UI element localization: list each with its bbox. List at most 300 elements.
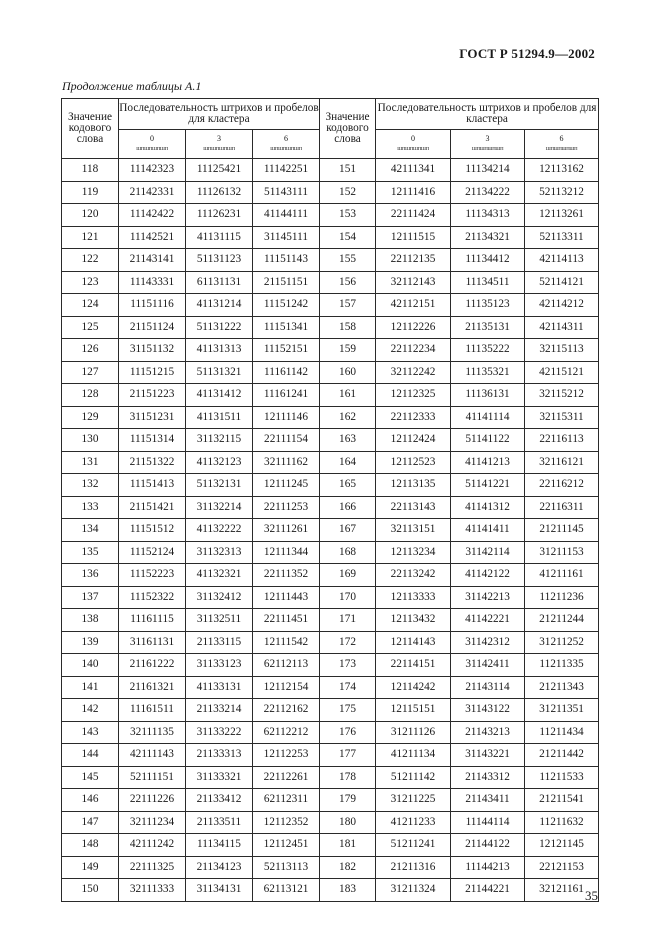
sequence-cell: 41131511 (186, 406, 253, 429)
sequence-cell: 21133313 (186, 744, 253, 767)
codeword-table (61, 98, 599, 902)
table-row (62, 699, 599, 722)
sequence-cell: 11152322 (119, 586, 186, 609)
codeword-value-cell: 138 (62, 609, 119, 632)
sequence-cell: 11151314 (119, 429, 186, 452)
sequence-cell: 21151322 (119, 451, 186, 474)
codeword-value-cell: 130 (62, 429, 119, 452)
codeword-value-cell: 174 (320, 676, 376, 699)
bar-space-pattern: шпшпшпшп (397, 145, 429, 153)
table-row (62, 879, 599, 902)
sequence-cell: 12112325 (376, 384, 451, 407)
sequence-cell: 51143111 (253, 181, 320, 204)
table-row (62, 474, 599, 497)
sequence-cell: 32112242 (376, 361, 451, 384)
sequence-cell: 21161222 (119, 654, 186, 677)
codeword-value-cell: 134 (62, 519, 119, 542)
codeword-value-cell: 164 (320, 451, 376, 474)
sequence-column-header: Последовательность штрихов и пробелов для кластера (119, 99, 320, 130)
table-row (62, 249, 599, 272)
sequence-cell: 22111325 (119, 856, 186, 879)
codeword-value-cell: 170 (320, 586, 376, 609)
sequence-cell: 31133222 (186, 721, 253, 744)
cluster-header (119, 130, 186, 159)
sequence-cell: 41141213 (451, 451, 525, 474)
sequence-cell: 41211161 (525, 564, 599, 587)
codeword-value-cell: 125 (62, 316, 119, 339)
sequence-cell: 41131214 (186, 294, 253, 317)
codeword-value-cell: 181 (320, 834, 376, 857)
cluster-number: 3 (217, 134, 221, 144)
sequence-cell: 31145111 (253, 226, 320, 249)
table-row (62, 294, 599, 317)
sequence-cell: 31211126 (376, 721, 451, 744)
sequence-cell: 21143411 (451, 789, 525, 812)
sequence-cell: 22116311 (525, 496, 599, 519)
table-header (62, 99, 599, 159)
sequence-cell: 11152124 (119, 541, 186, 564)
codeword-value-cell: 146 (62, 789, 119, 812)
sequence-cell: 31143122 (451, 699, 525, 722)
sequence-cell: 51132131 (186, 474, 253, 497)
codeword-value-cell: 132 (62, 474, 119, 497)
codeword-value-cell: 183 (320, 879, 376, 902)
codeword-value-cell: 149 (62, 856, 119, 879)
sequence-cell: 32111234 (119, 811, 186, 834)
codeword-value-cell: 155 (320, 249, 376, 272)
sequence-cell: 21143312 (451, 766, 525, 789)
codeword-value-cell: 144 (62, 744, 119, 767)
sequence-cell: 31132214 (186, 496, 253, 519)
sequence-cell: 11142422 (119, 204, 186, 227)
sequence-cell: 12113432 (376, 609, 451, 632)
sequence-cell: 42114212 (525, 294, 599, 317)
sequence-cell: 22116212 (525, 474, 599, 497)
cluster-header (451, 130, 525, 159)
sequence-cell: 21133115 (186, 631, 253, 654)
codeword-value-cell: 151 (320, 159, 376, 182)
cluster-number: 3 (485, 134, 490, 144)
cluster-header (525, 130, 599, 159)
codeword-value-cell: 150 (62, 879, 119, 902)
sequence-cell: 42111341 (376, 159, 451, 182)
sequence-cell: 11136131 (451, 384, 525, 407)
sequence-cell: 11142521 (119, 226, 186, 249)
codeword-value-cell: 133 (62, 496, 119, 519)
codeword-value-cell: 142 (62, 699, 119, 722)
sequence-cell: 31132115 (186, 429, 253, 452)
table-row (62, 721, 599, 744)
table-row (62, 159, 599, 182)
sequence-cell: 11211434 (525, 721, 599, 744)
sequence-cell: 11211335 (525, 654, 599, 677)
sequence-cell: 11135123 (451, 294, 525, 317)
codeword-value-cell: 141 (62, 676, 119, 699)
table-row (62, 429, 599, 452)
sequence-cell: 31211153 (525, 541, 599, 564)
table-body (62, 159, 599, 902)
table-row (62, 204, 599, 227)
sequence-cell: 12114143 (376, 631, 451, 654)
sequence-cell: 31211351 (525, 699, 599, 722)
sequence-cell: 22116113 (525, 429, 599, 452)
sequence-cell: 52111151 (119, 766, 186, 789)
sequence-cell: 11151242 (253, 294, 320, 317)
table-row (62, 361, 599, 384)
codeword-value-cell: 172 (320, 631, 376, 654)
sequence-cell: 11126231 (186, 204, 253, 227)
sequence-cell: 11142251 (253, 159, 320, 182)
codeword-value-cell: 143 (62, 721, 119, 744)
sequence-cell: 21143141 (119, 249, 186, 272)
codeword-value-cell: 168 (320, 541, 376, 564)
sequence-cell: 32111261 (253, 519, 320, 542)
sequence-cell: 62112311 (253, 789, 320, 812)
codeword-value-cell: 158 (320, 316, 376, 339)
sequence-cell: 11151143 (253, 249, 320, 272)
sequence-cell: 21151151 (253, 271, 320, 294)
sequence-cell: 21142331 (119, 181, 186, 204)
sequence-cell: 41211134 (376, 744, 451, 767)
codeword-value-cell: 177 (320, 744, 376, 767)
sequence-cell: 21211316 (376, 856, 451, 879)
sequence-cell: 22112234 (376, 339, 451, 362)
sequence-cell: 41144111 (253, 204, 320, 227)
codeword-value-cell: 167 (320, 519, 376, 542)
sequence-cell: 11151413 (119, 474, 186, 497)
sequence-cell: 11152223 (119, 564, 186, 587)
sequence-cell: 11125421 (186, 159, 253, 182)
sequence-cell: 31134131 (186, 879, 253, 902)
sequence-cell: 22112261 (253, 766, 320, 789)
sequence-cell: 22121153 (525, 856, 599, 879)
sequence-cell: 11161142 (253, 361, 320, 384)
sequence-cell: 11211632 (525, 811, 599, 834)
codeword-value-cell: 171 (320, 609, 376, 632)
sequence-cell: 31142114 (451, 541, 525, 564)
cluster-number: 6 (559, 134, 564, 144)
sequence-cell: 31151132 (119, 339, 186, 362)
sequence-cell: 11134412 (451, 249, 525, 272)
codeword-value-cell: 163 (320, 429, 376, 452)
sequence-cell: 12112424 (376, 429, 451, 452)
codeword-value-cell: 135 (62, 541, 119, 564)
document-code: ГОСТ Р 51294.9—2002 (459, 46, 595, 61)
sequence-cell: 51141122 (451, 429, 525, 452)
codeword-value-cell: 153 (320, 204, 376, 227)
cluster-header (253, 130, 320, 159)
codeword-value-cell: 126 (62, 339, 119, 362)
sequence-cell: 31142213 (451, 586, 525, 609)
table-row (62, 316, 599, 339)
sequence-cell: 41132321 (186, 564, 253, 587)
sequence-cell: 12113261 (525, 204, 599, 227)
sequence-cell: 31161131 (119, 631, 186, 654)
sequence-cell: 12112523 (376, 451, 451, 474)
codeword-value-cell: 180 (320, 811, 376, 834)
sequence-cell: 12111416 (376, 181, 451, 204)
table-row (62, 384, 599, 407)
codeword-value-cell: 148 (62, 834, 119, 857)
value-column-header: Значение кодового слова (320, 99, 376, 159)
sequence-cell: 31211252 (525, 631, 599, 654)
sequence-cell: 12111245 (253, 474, 320, 497)
table-row (62, 496, 599, 519)
sequence-cell: 41131412 (186, 384, 253, 407)
sequence-cell: 32115113 (525, 339, 599, 362)
table-row (62, 766, 599, 789)
sequence-cell: 31133321 (186, 766, 253, 789)
page-number: 35 (585, 888, 598, 903)
sequence-cell: 62113121 (253, 879, 320, 902)
sequence-cell: 11161241 (253, 384, 320, 407)
bar-space-pattern: шпшпшпшп (471, 145, 504, 153)
sequence-cell: 11134214 (451, 159, 525, 182)
sequence-cell: 51131321 (186, 361, 253, 384)
codeword-value-cell: 157 (320, 294, 376, 317)
sequence-cell: 41132222 (186, 519, 253, 542)
sequence-cell: 21211343 (525, 676, 599, 699)
cluster-number: 0 (411, 134, 416, 144)
codeword-value-cell: 140 (62, 654, 119, 677)
sequence-cell: 32111135 (119, 721, 186, 744)
sequence-cell: 21144122 (451, 834, 525, 857)
sequence-cell: 11152151 (253, 339, 320, 362)
sequence-cell: 22111451 (253, 609, 320, 632)
sequence-cell: 12115151 (376, 699, 451, 722)
cluster-number: 6 (284, 134, 289, 144)
sequence-cell: 41132123 (186, 451, 253, 474)
sequence-cell: 42111143 (119, 744, 186, 767)
sequence-cell: 32115212 (525, 384, 599, 407)
sequence-cell: 21161321 (119, 676, 186, 699)
codeword-value-cell: 127 (62, 361, 119, 384)
bar-space-pattern: шпшпшпшп (136, 145, 168, 153)
sequence-cell: 22113242 (376, 564, 451, 587)
codeword-value-cell: 119 (62, 181, 119, 204)
codeword-value-cell: 118 (62, 159, 119, 182)
sequence-cell: 42112151 (376, 294, 451, 317)
codeword-value-cell: 147 (62, 811, 119, 834)
sequence-cell: 32115311 (525, 406, 599, 429)
codeword-value-cell: 176 (320, 721, 376, 744)
sequence-cell: 12113234 (376, 541, 451, 564)
codeword-value-cell: 154 (320, 226, 376, 249)
codeword-value-cell: 169 (320, 564, 376, 587)
sequence-cell: 12112226 (376, 316, 451, 339)
sequence-cell: 31142411 (451, 654, 525, 677)
bar-space-pattern: шпшпшпшп (545, 145, 578, 153)
codeword-value-cell: 136 (62, 564, 119, 587)
table-row (62, 856, 599, 879)
sequence-cell: 11151341 (253, 316, 320, 339)
sequence-cell: 41211233 (376, 811, 451, 834)
sequence-cell: 62112113 (253, 654, 320, 677)
codeword-value-cell: 128 (62, 384, 119, 407)
sequence-cell: 42114113 (525, 249, 599, 272)
bar-space-pattern: шпшпшпшп (270, 145, 302, 153)
sequence-cell: 21144221 (451, 879, 525, 902)
sequence-cell: 51211241 (376, 834, 451, 857)
bar-space-pattern: шпшпшпшп (203, 145, 235, 153)
sequence-cell: 22111352 (253, 564, 320, 587)
sequence-cell: 12112451 (253, 834, 320, 857)
sequence-cell: 52114121 (525, 271, 599, 294)
sequence-cell: 52113212 (525, 181, 599, 204)
sequence-cell: 12113333 (376, 586, 451, 609)
sequence-cell: 11211236 (525, 586, 599, 609)
sequence-cell: 41131313 (186, 339, 253, 362)
sequence-cell: 22114151 (376, 654, 451, 677)
sequence-cell: 11135222 (451, 339, 525, 362)
table-caption: Продолжение таблицы А.1 (62, 79, 202, 93)
codeword-value-cell: 160 (320, 361, 376, 384)
sequence-cell: 42115121 (525, 361, 599, 384)
codeword-value-cell: 129 (62, 406, 119, 429)
sequence-cell: 21134321 (451, 226, 525, 249)
sequence-cell: 21151124 (119, 316, 186, 339)
sequence-cell: 41141411 (451, 519, 525, 542)
sequence-cell: 12113135 (376, 474, 451, 497)
sequence-cell: 11151116 (119, 294, 186, 317)
codeword-value-cell: 165 (320, 474, 376, 497)
sequence-cell: 41142221 (451, 609, 525, 632)
table-row (62, 789, 599, 812)
sequence-cell: 22111253 (253, 496, 320, 519)
table-row (62, 181, 599, 204)
sequence-cell: 42114311 (525, 316, 599, 339)
sequence-cell: 11161115 (119, 609, 186, 632)
sequence-cell: 11151512 (119, 519, 186, 542)
codeword-value-cell: 152 (320, 181, 376, 204)
table-row (62, 519, 599, 542)
table-row (62, 744, 599, 767)
sequence-cell: 22111424 (376, 204, 451, 227)
codeword-value-cell: 123 (62, 271, 119, 294)
codeword-value-cell: 120 (62, 204, 119, 227)
sequence-cell: 21211442 (525, 744, 599, 767)
sequence-cell: 32111333 (119, 879, 186, 902)
codeword-value-cell: 122 (62, 249, 119, 272)
sequence-cell: 21211541 (525, 789, 599, 812)
sequence-cell: 32112143 (376, 271, 451, 294)
sequence-cell: 12111515 (376, 226, 451, 249)
sequence-cell: 11134313 (451, 204, 525, 227)
sequence-cell: 31151231 (119, 406, 186, 429)
sequence-cell: 51131222 (186, 316, 253, 339)
codeword-value-cell: 173 (320, 654, 376, 677)
sequence-cell: 51131123 (186, 249, 253, 272)
table-row (62, 271, 599, 294)
sequence-cell: 21211145 (525, 519, 599, 542)
sequence-cell: 21134222 (451, 181, 525, 204)
sequence-cell: 11144114 (451, 811, 525, 834)
sequence-cell: 31211225 (376, 789, 451, 812)
codeword-value-cell: 137 (62, 586, 119, 609)
sequence-cell: 11144213 (451, 856, 525, 879)
sequence-cell: 41131115 (186, 226, 253, 249)
sequence-cell: 11135321 (451, 361, 525, 384)
codeword-value-cell: 124 (62, 294, 119, 317)
sequence-cell: 11134511 (451, 271, 525, 294)
sequence-cell: 62112212 (253, 721, 320, 744)
sequence-cell: 12121145 (525, 834, 599, 857)
table-row (62, 406, 599, 429)
sequence-cell: 11143331 (119, 271, 186, 294)
codeword-value-cell: 156 (320, 271, 376, 294)
sequence-cell: 21143114 (451, 676, 525, 699)
table-row (62, 586, 599, 609)
sequence-cell: 21151223 (119, 384, 186, 407)
sequence-cell: 12112352 (253, 811, 320, 834)
sequence-cell: 41141312 (451, 496, 525, 519)
cluster-header (376, 130, 451, 159)
codeword-value-cell: 145 (62, 766, 119, 789)
sequence-cell: 41141114 (451, 406, 525, 429)
table-row (62, 451, 599, 474)
sequence-cell: 11134115 (186, 834, 253, 857)
table-row (62, 541, 599, 564)
sequence-cell: 32116121 (525, 451, 599, 474)
sequence-cell: 12111146 (253, 406, 320, 429)
sequence-cell: 52113311 (525, 226, 599, 249)
sequence-cell: 32121161 (525, 879, 599, 902)
sequence-cell: 21211244 (525, 609, 599, 632)
table-row (62, 609, 599, 632)
sequence-cell: 61131131 (186, 271, 253, 294)
sequence-cell: 22113143 (376, 496, 451, 519)
sequence-cell: 22112135 (376, 249, 451, 272)
sequence-cell: 31211324 (376, 879, 451, 902)
cluster-number: 0 (150, 134, 154, 144)
table-row (62, 339, 599, 362)
table-row (62, 834, 599, 857)
sequence-cell: 31143221 (451, 744, 525, 767)
sequence-cell: 31132511 (186, 609, 253, 632)
sequence-cell: 21143213 (451, 721, 525, 744)
sequence-cell: 12111542 (253, 631, 320, 654)
sequence-cell: 22111226 (119, 789, 186, 812)
sequence-cell: 12113162 (525, 159, 599, 182)
codeword-value-cell: 161 (320, 384, 376, 407)
codeword-value-cell: 162 (320, 406, 376, 429)
sequence-column-header: Последовательность штрихов и пробелов для кластера (376, 99, 599, 130)
sequence-cell: 21133412 (186, 789, 253, 812)
codeword-value-cell: 175 (320, 699, 376, 722)
codeword-value-cell: 121 (62, 226, 119, 249)
codeword-value-cell: 139 (62, 631, 119, 654)
sequence-cell: 22112333 (376, 406, 451, 429)
codeword-value-cell: 182 (320, 856, 376, 879)
sequence-cell: 12112154 (253, 676, 320, 699)
sequence-cell: 32113151 (376, 519, 451, 542)
sequence-cell: 12111443 (253, 586, 320, 609)
sequence-cell: 21133214 (186, 699, 253, 722)
codeword-value-cell: 159 (320, 339, 376, 362)
sequence-cell: 52113113 (253, 856, 320, 879)
sequence-cell: 22111154 (253, 429, 320, 452)
sequence-cell: 11126132 (186, 181, 253, 204)
sequence-cell: 11161511 (119, 699, 186, 722)
sequence-cell: 41133131 (186, 676, 253, 699)
table-row (62, 564, 599, 587)
codeword-value-cell: 179 (320, 789, 376, 812)
sequence-cell: 21133511 (186, 811, 253, 834)
sequence-cell: 31142312 (451, 631, 525, 654)
sequence-cell: 31132412 (186, 586, 253, 609)
sequence-cell: 21151421 (119, 496, 186, 519)
sequence-cell: 12114242 (376, 676, 451, 699)
